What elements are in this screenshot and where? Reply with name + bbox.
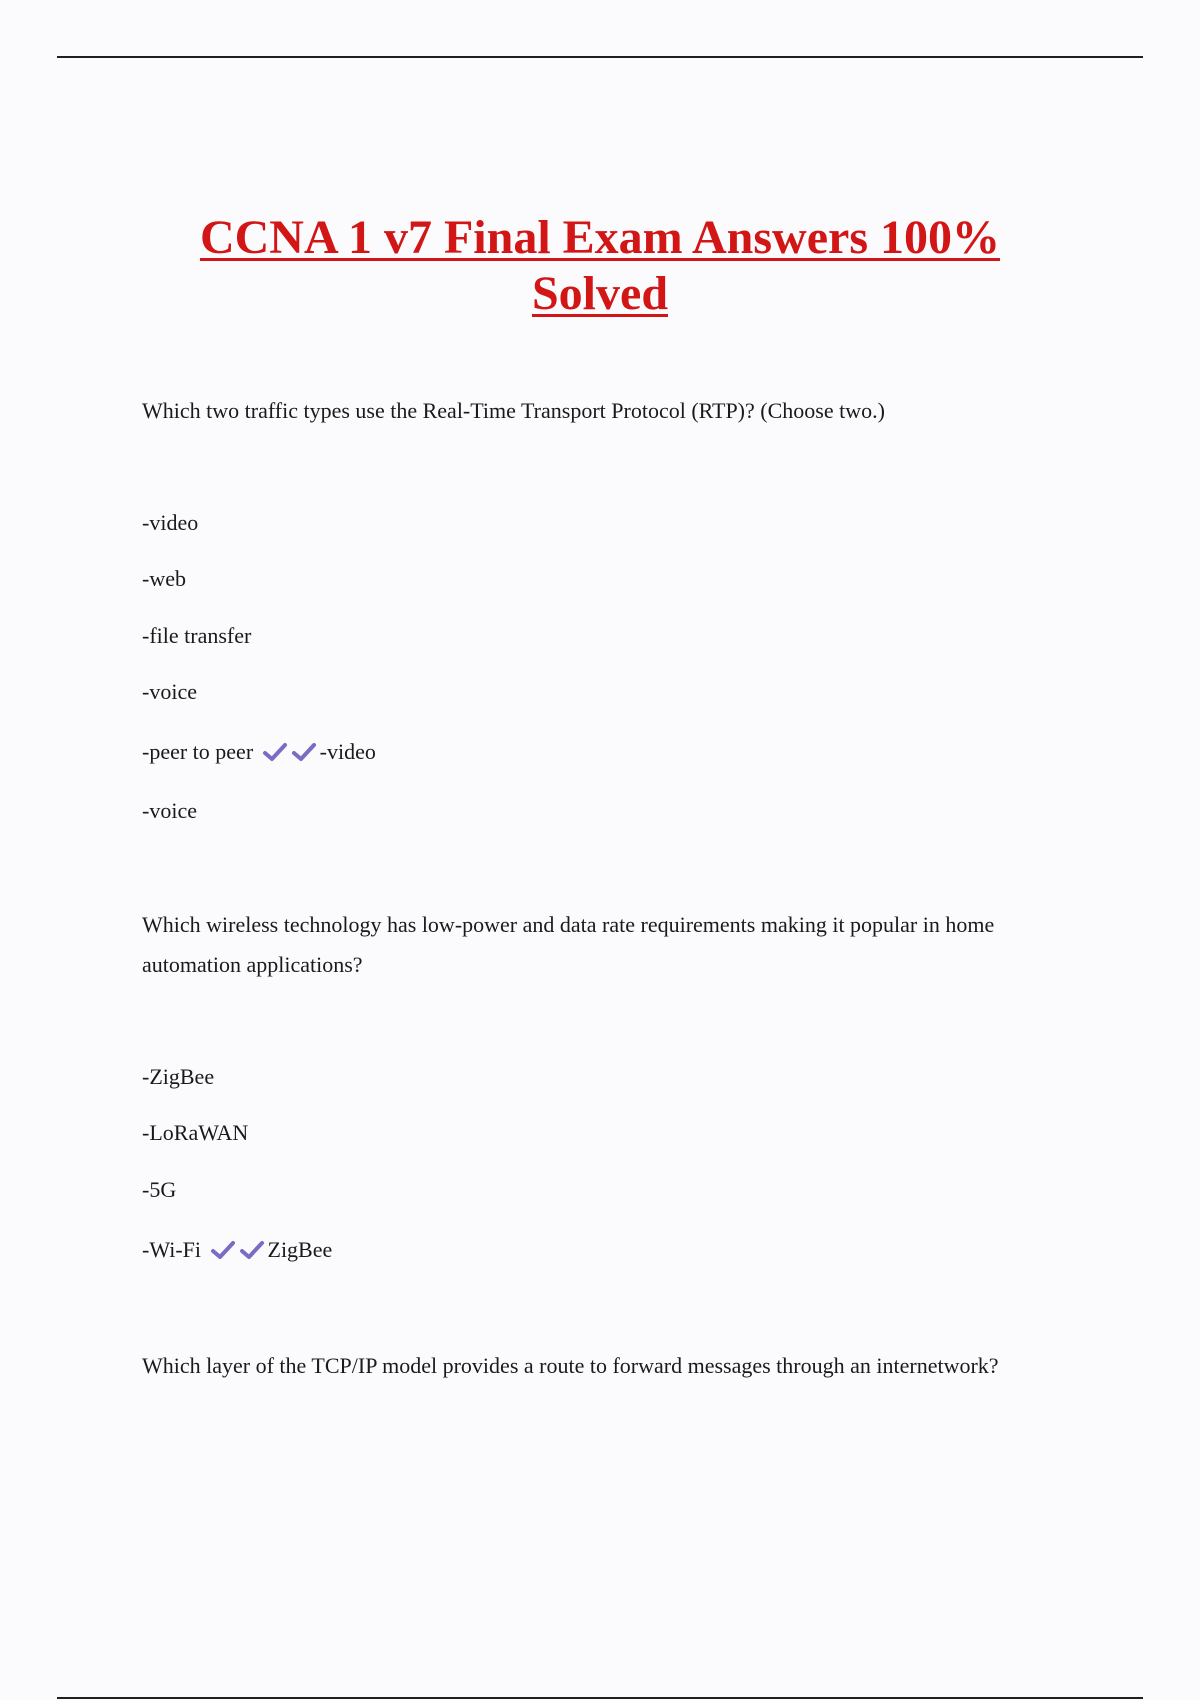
check-icon — [291, 741, 317, 763]
top-rule — [57, 56, 1143, 58]
page-title — [0, 210, 1200, 322]
q2-option-4: -Wi-Fi — [142, 1237, 201, 1262]
q2-option-4-with-answer — [142, 1237, 332, 1263]
q1-option-5: -peer to peer — [142, 739, 254, 764]
q1-option-4: -voice — [142, 679, 197, 704]
check-icon — [239, 1239, 265, 1261]
q1-option-3: -file transfer — [142, 623, 252, 648]
question-2-line-1: Which wireless technology has low-power and data rate requirements making it popular in home — [142, 912, 995, 937]
title-line-2: Solved — [531, 267, 669, 320]
q2-option-2: -LoRaWAN — [142, 1120, 249, 1145]
question-1: Which two traffic types use the Real-Time Transport Protocol (RTP)? (Choose two.) — [142, 398, 885, 423]
q1-option-5-with-answer — [142, 739, 376, 765]
q1-answer-1: -video — [319, 739, 376, 764]
q1-answer-2: -voice — [142, 798, 197, 823]
q2-option-3: -5G — [142, 1177, 177, 1202]
question-3: Which layer of the TCP/IP model provides a route to forward messages through an internetwork? — [142, 1353, 999, 1378]
q1-option-2: -web — [142, 566, 186, 591]
check-icon — [210, 1239, 236, 1261]
check-icon — [262, 741, 288, 763]
q2-option-1: -ZigBee — [142, 1064, 215, 1089]
q1-option-1: -video — [142, 510, 199, 535]
title-line-1: CCNA 1 v7 Final Exam Answers 100% — [199, 211, 1001, 264]
question-2-line-2: automation applications? — [142, 952, 363, 977]
bottom-rule — [57, 1697, 1143, 1699]
q2-answer: ZigBee — [267, 1237, 333, 1262]
